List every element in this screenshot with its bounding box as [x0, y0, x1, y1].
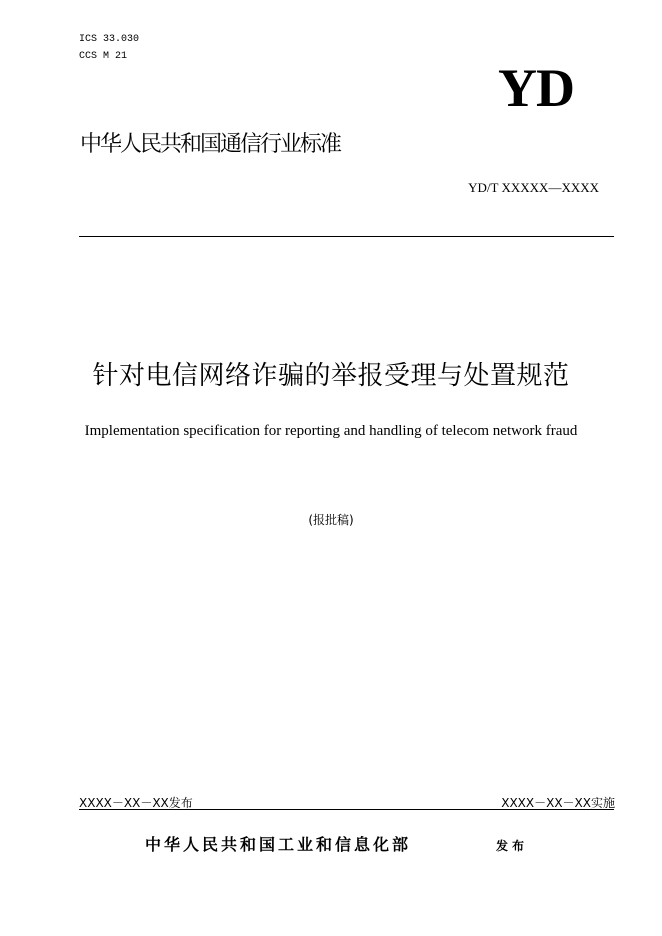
footer-divider: [79, 809, 614, 810]
industry-standard-heading: 中华人民共和国通信行业标准: [80, 132, 341, 157]
issuing-authority: 中华人民共和国工业和信息化部: [145, 835, 412, 854]
ics-code: ICS 33.030: [79, 34, 140, 45]
draft-status-note: (报批稿): [308, 513, 354, 527]
document-title-english: Implementation specification for reporting and handling of telecom network fraud: [84, 423, 578, 439]
publish-label: 发布: [496, 839, 529, 853]
document-title-chinese: 针对电信网络诈骗的举报受理与处置规范: [92, 361, 570, 391]
standard-number: YD/T XXXXX—XXXX: [468, 180, 599, 195]
header-divider: [79, 236, 614, 237]
implementation-date: XXXX－XX－XX实施: [501, 796, 615, 810]
ccs-code: CCS M 21: [79, 51, 128, 62]
yd-logo: YD: [498, 58, 574, 118]
issue-date: XXXX－XX－XX发布: [79, 796, 193, 810]
